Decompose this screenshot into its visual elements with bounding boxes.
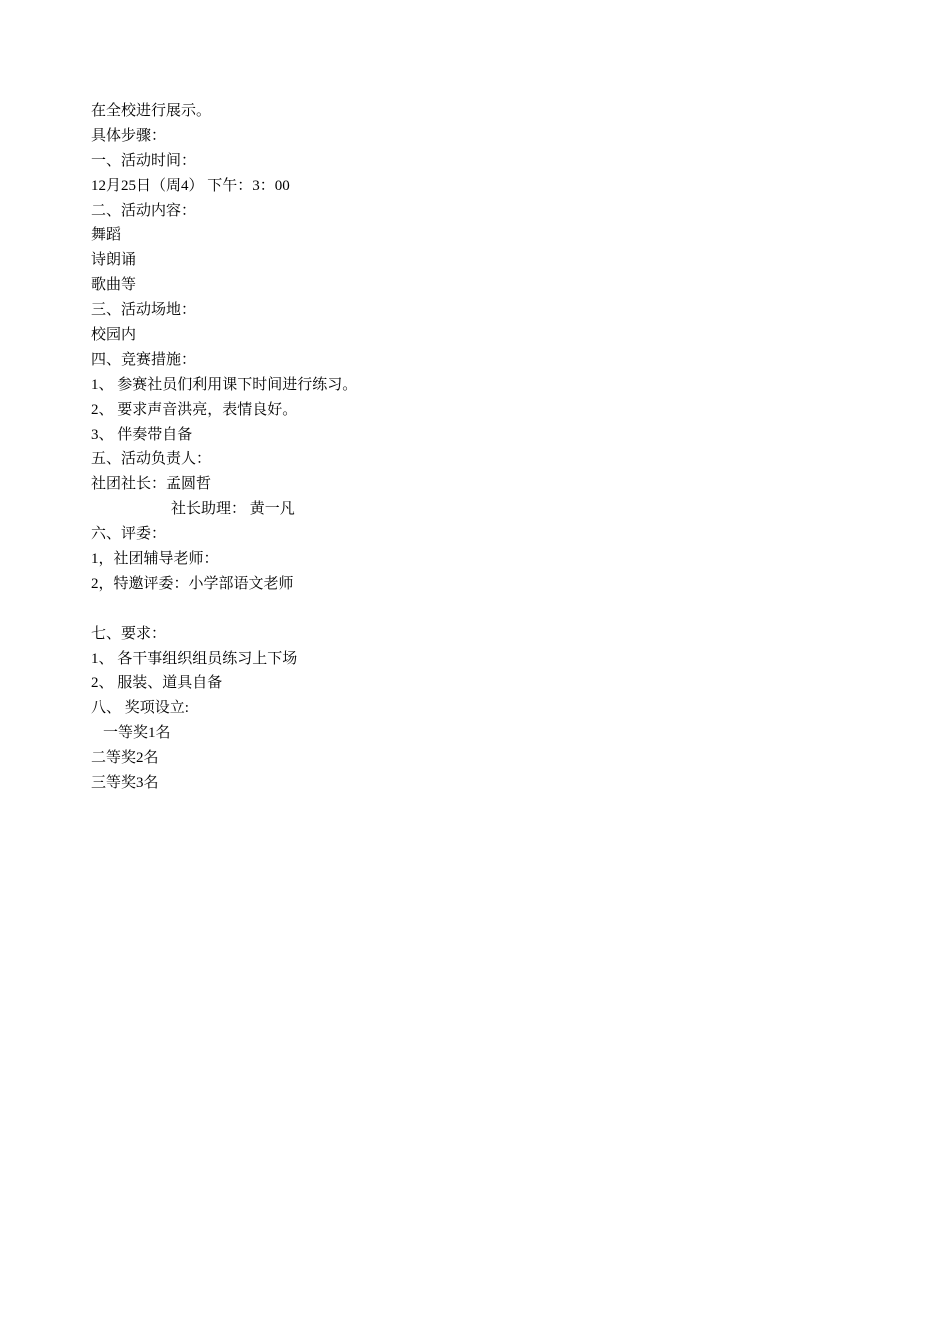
requirement-item-2: 2、 服装、道具自备 xyxy=(91,675,223,692)
award-third: 三等奖3名 xyxy=(91,775,159,792)
measure-item-2: 2、 要求声音洪亮，表情良好。 xyxy=(91,401,298,418)
award-first: 一等奖1名 xyxy=(103,725,171,742)
club-president: 社团社长：孟圆哲 xyxy=(91,476,212,493)
blank-line xyxy=(91,597,851,622)
document-body xyxy=(91,99,851,796)
judge-item-2: 2，特邀评委：小学部语文老师 xyxy=(91,575,294,592)
section-judges-heading: 六、评委： xyxy=(91,526,167,543)
activity-venue: 校园内 xyxy=(91,327,137,344)
president-assistant: 社长助理： 黄一凡 xyxy=(171,501,295,518)
measure-item-1: 1、 参赛社员们利用课下时间进行练习。 xyxy=(91,376,358,393)
intro-text: 在全校进行展示。 xyxy=(91,103,212,119)
section-content-heading: 二、活动内容： xyxy=(91,202,197,219)
steps-heading: 具体步骤： xyxy=(91,127,167,144)
section-venue-heading: 三、活动场地： xyxy=(91,302,197,319)
section-measures-heading: 四、竞赛措施： xyxy=(91,351,197,368)
section-requirements-heading: 七、要求： xyxy=(91,625,167,642)
measure-item-3: 3、 伴奏带自备 xyxy=(91,426,193,443)
content-item-songs: 歌曲等 xyxy=(91,277,137,294)
activity-time: 12月25日（周4） 下午：3：00 xyxy=(91,177,290,194)
section-time-heading: 一、活动时间： xyxy=(91,152,197,169)
section-awards-heading: 八、 奖项设立: xyxy=(91,700,189,717)
section-leaders-heading: 五、活动负责人： xyxy=(91,451,212,468)
content-item-dance: 舞蹈 xyxy=(91,227,122,244)
content-item-recitation: 诗朗诵 xyxy=(91,252,137,269)
award-second: 二等奖2名 xyxy=(91,750,159,767)
judge-item-1: 1，社团辅导老师： xyxy=(91,551,219,568)
requirement-item-1: 1、 各干事组织组员练习上下场 xyxy=(91,650,298,667)
